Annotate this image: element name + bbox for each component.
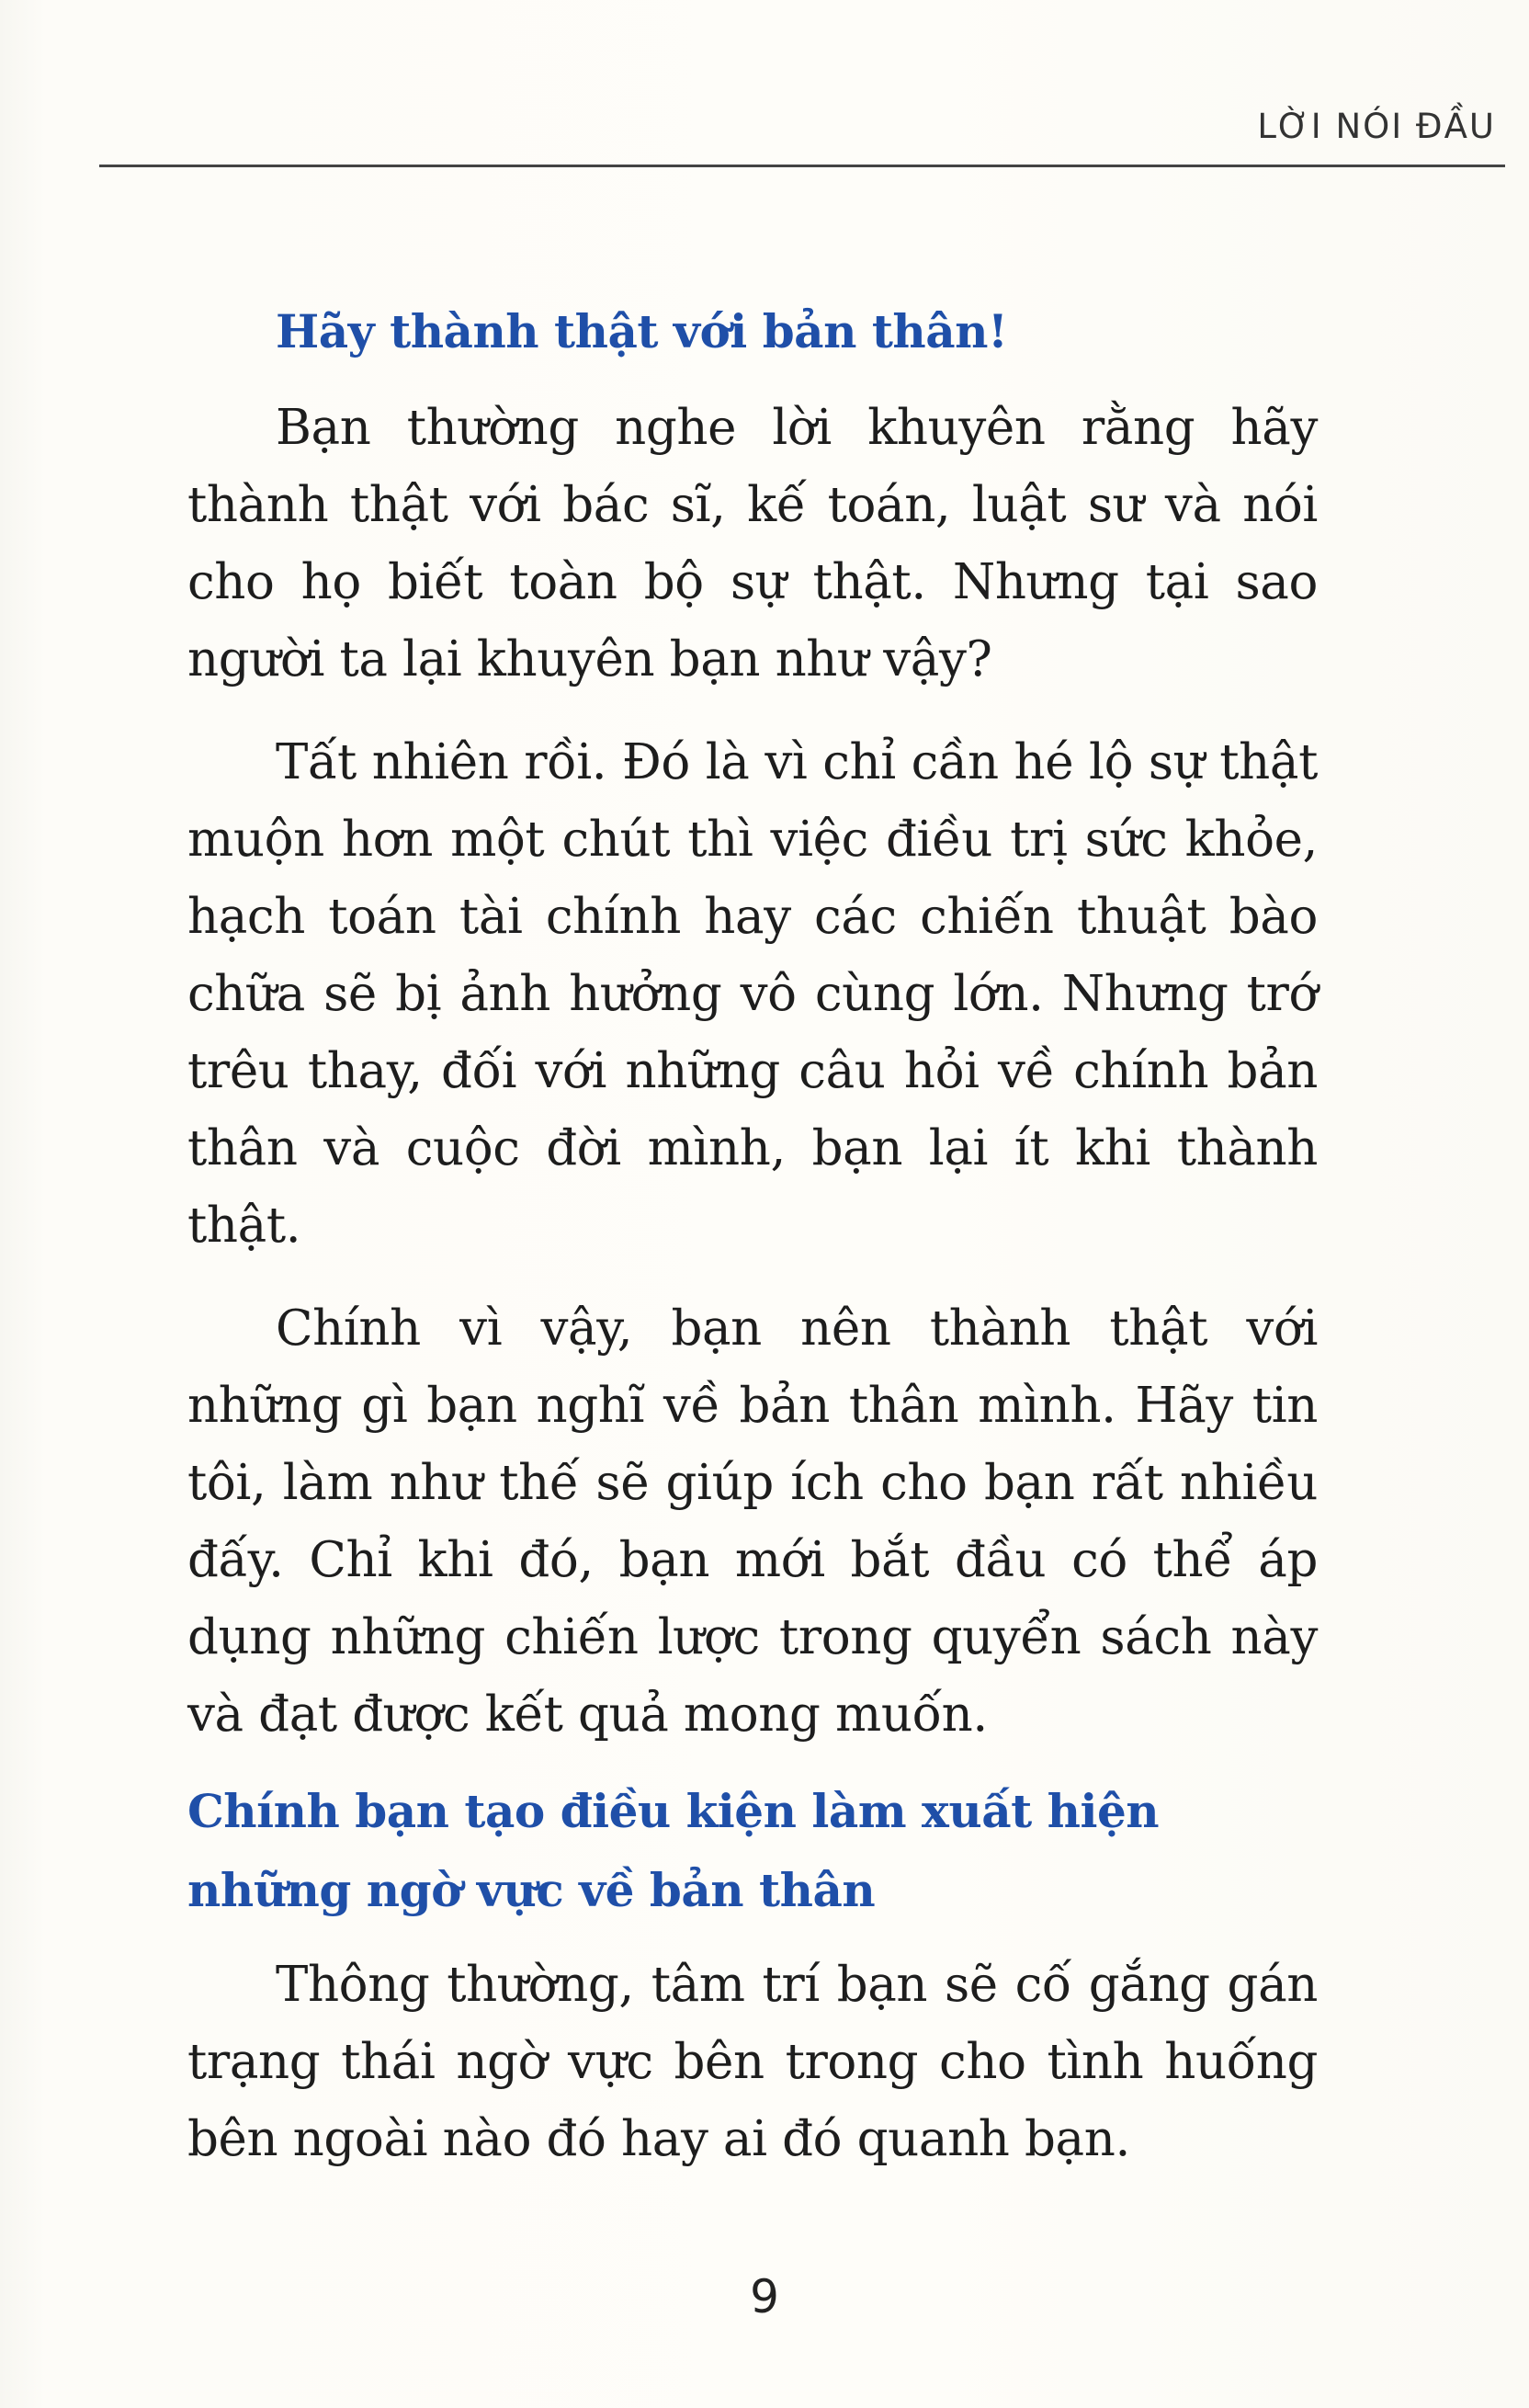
page-content — [187, 292, 1318, 2178]
paragraph: Thông thường, tâm trí bạn sẽ cố gắng gán trạng thái ngờ vực bên trong cho tình huống bên ngoài nào đó hay ai đó quanh bạn. — [187, 1957, 1318, 2167]
paragraph: Chính vì vậy, bạn nên thành thật với những gì bạn nghĩ về bản thân mình. Hãy tin tôi, làm như thế sẽ giúp ích cho bạn rất nhiều đấy. Chỉ khi đó, bạn mới bắt đầu có thể áp dụng những chiến lược trong quyển sách này và đạt được kết quả mong muốn. — [187, 1301, 1318, 1743]
running-header: LỜI NÓI ĐẦU — [1257, 107, 1496, 146]
section-heading: Hãy thành thật với bản thân! — [276, 304, 1008, 358]
section-heading: Chính bạn tạo điều kiện làm xuất hiện những ngờ vực về bản thân — [187, 1784, 1160, 1917]
paragraph: Bạn thường nghe lời khuyên rằng hãy thành thật với bác sĩ, kế toán, luật sư và nói cho họ biết toàn bộ sự thật. Nhưng tại sao người ta lại khuyên bạn như vậy? — [187, 400, 1318, 687]
header-rule — [99, 165, 1505, 167]
paragraph: Tất nhiên rồi. Đó là vì chỉ cần hé lộ sự thật muộn hơn một chút thì việc điều trị sức khỏe, hạch toán tài chính hay các chiến thuật bào chữa sẽ bị ảnh hưởng vô cùng lớn. Nhưng trớ trêu thay, đối với những câu hỏi về chính bản thân và cuộc đời mình, bạn lại ít khi thành thật. — [187, 734, 1318, 1254]
page-number: 9 — [750, 2270, 779, 2323]
